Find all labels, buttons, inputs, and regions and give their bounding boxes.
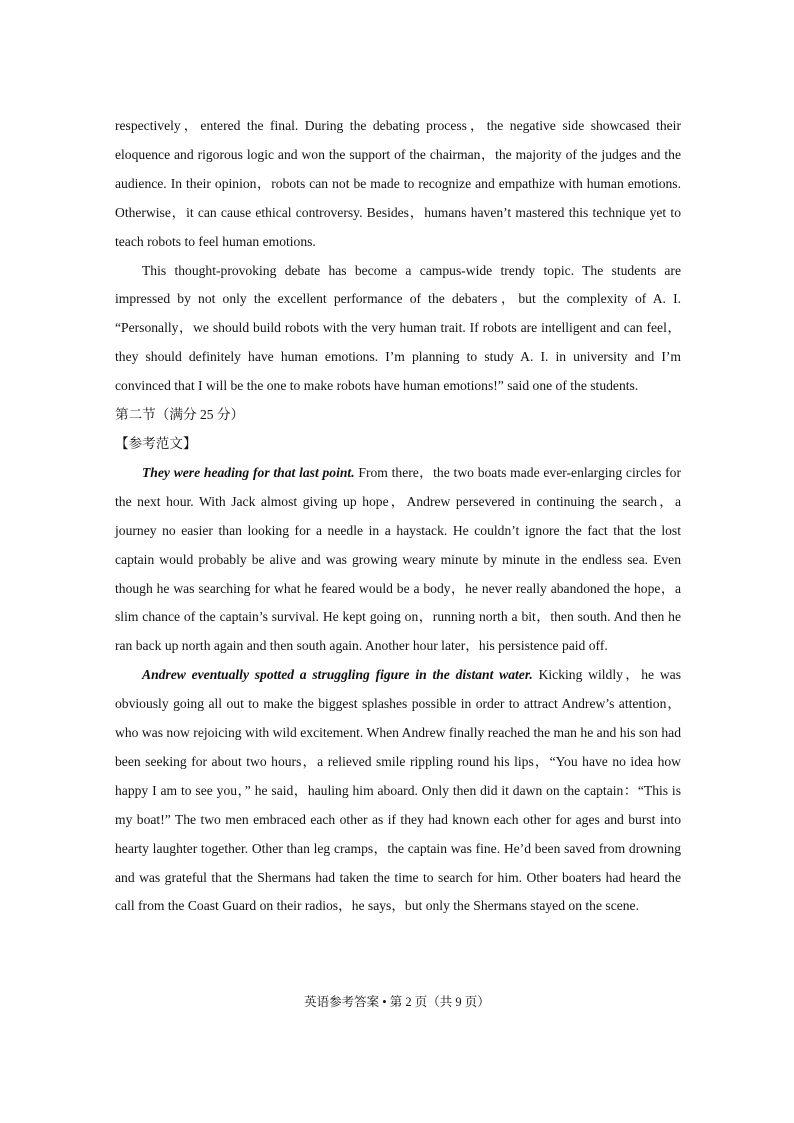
paragraph-debate-topic: This thought-provoking debate has become a campus-wide trendy topic. The students are impressed by not only the excellent performance of the debaters，but the complexity of A. I. “Personally，we should build robots with the very human trait. If robots are intelligent and can feel，they should definitely have human emotions. I’m planning to study A. I. in university and I’m convinced that I will be the one to make robots have human emotions!” said one of the students. <box>115 262 681 394</box>
essay-paragraph-1 <box>115 459 681 661</box>
essay-paragraph-2-lead: Andrew eventually spotted a struggling figure in the distant water. <box>142 667 533 683</box>
essay-paragraph-2-body: Kicking wildly，he was obviously going all out to make the biggest splashes possible in order to attract Andrew’s attention，who was now rejoicing with wild excitement. When Andrew finally reached the man he and his son had been seeking for about two hours，a relieved smile rippling round his lips，“You have no idea how happy I am to see you，” he said，hauling him aboard. Only then did it dawn on the captain：“This is my boat!” The two men embraced each other as if they had known each other for ages and burst into hearty laughter together. Other than leg cramps，the captain was fine. He’d been saved from drowning and was grateful that the Shermans had taken the time to search for him. Other boaters had heard the call from the Coast Guard on their radios，he says，but only the Shermans stayed on the scene. <box>115 667 682 914</box>
essay-paragraph-2 <box>115 661 681 921</box>
essay-paragraph-1-body: From there，the two boats made ever-enlarging circles for the next hour. With Jack almost giving up hope，Andrew persevered in continuing the search，a journey no easier than looking for a needle in a haystack. He couldn’t ignore the fact that the lost captain would probably be alive and was growing weary minute by minute in the endless sea. Even though he was searching for what he feared would be a body，he never really abandoned the hope，a slim chance of the captain’s survival. He kept going on，running north a bit，then south. And then he ran back up north again and then south again. Another hour later，his persistence paid off. <box>115 464 682 654</box>
essay-paragraph-1-lead: They were heading for that last point. <box>142 464 355 480</box>
section-heading: 第二节（满分 25 分） <box>115 407 245 423</box>
page-footer: 英语参考答案 • 第 2 页（共 9 页） <box>304 995 490 1009</box>
paragraph-continued: respectively，entered the final. During the debating process，the negative side showcased their eloquence and rigorous logic and won the support of the chairman，the majority of the judges and the audience. In their opinion，robots can not be made to recognize and empathize with human emotions. Otherwise，it can cause ethical controversy. Besides，humans haven’t mastered this technique yet to teach robots to feel human emotions. <box>115 118 681 249</box>
sample-essay-label: 【参考范文】 <box>115 435 197 451</box>
answer-text-body <box>115 112 681 921</box>
